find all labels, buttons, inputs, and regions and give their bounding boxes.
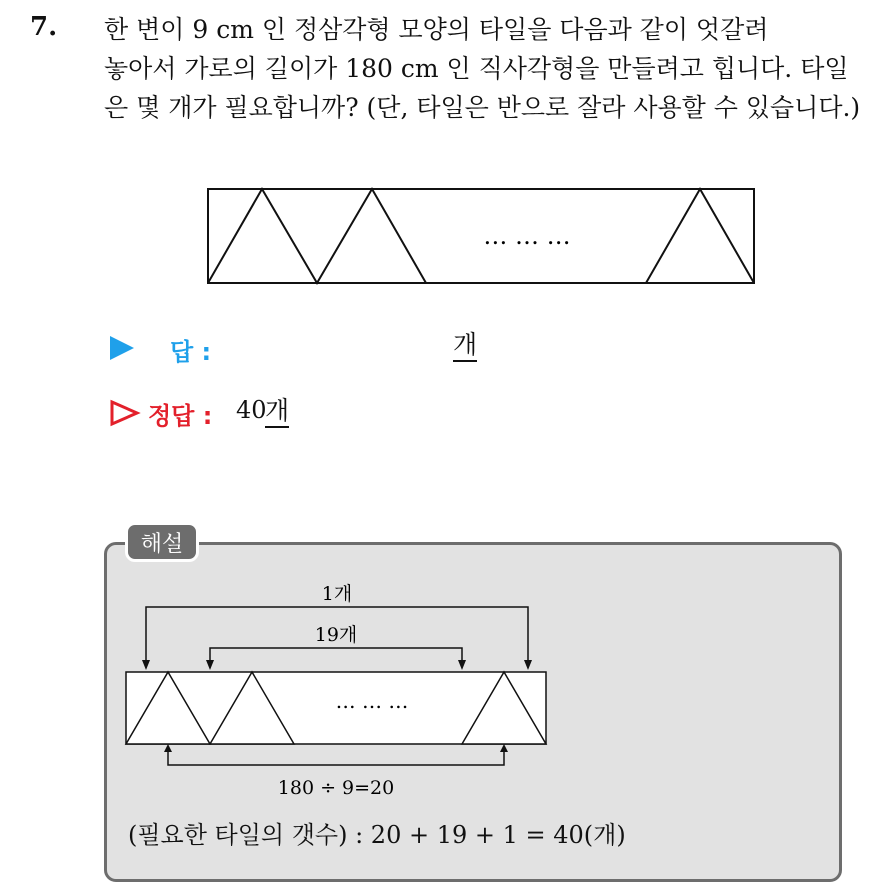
answer-label: 답 : [170,338,212,366]
mid-bracket-line [210,648,462,662]
answer-unit: 개 [453,330,477,362]
explanation-tag: 해설 [125,522,199,562]
bottom-bracket-arrow-left [164,744,172,752]
top-bracket-arrow-right [524,660,532,670]
bottom-bracket-label: 180 ÷ 9=20 [277,777,395,799]
question-line-3: 은 몇 개가 필요합니까? (단, 타일은 반으로 잘라 사용할 수 있습니다.) [104,93,861,122]
mid-bracket-arrow-left [206,660,214,670]
top-bracket-arrow-left [142,660,150,670]
bottom-bracket-line [168,750,504,765]
explanation-formula: (필요한 타일의 갯수) : 20 + 19 + 1 = 40(개) [128,821,626,849]
question-line-1: 한 변이 9 cm 인 정삼각형 모양의 타일을 다음과 같이 엇갈려 [104,15,769,44]
top-bracket-label: 1개 [321,583,353,605]
mid-bracket-label: 19개 [314,624,358,646]
correct-value: 40 [236,396,267,424]
bottom-bracket-arrow-right [500,744,508,752]
figure-dots: … … … [483,222,571,250]
explanation-dots: … … … [335,689,409,713]
question-number: 7. [30,12,58,42]
correct-unit: 개 [265,396,289,428]
mid-bracket-arrow-right [458,660,466,670]
question-line-2: 놓아서 가로의 길이가 180 cm 인 직사각형을 만들려고 힙니다. 타일 [104,54,849,83]
correct-label: 정답 : [148,402,213,430]
